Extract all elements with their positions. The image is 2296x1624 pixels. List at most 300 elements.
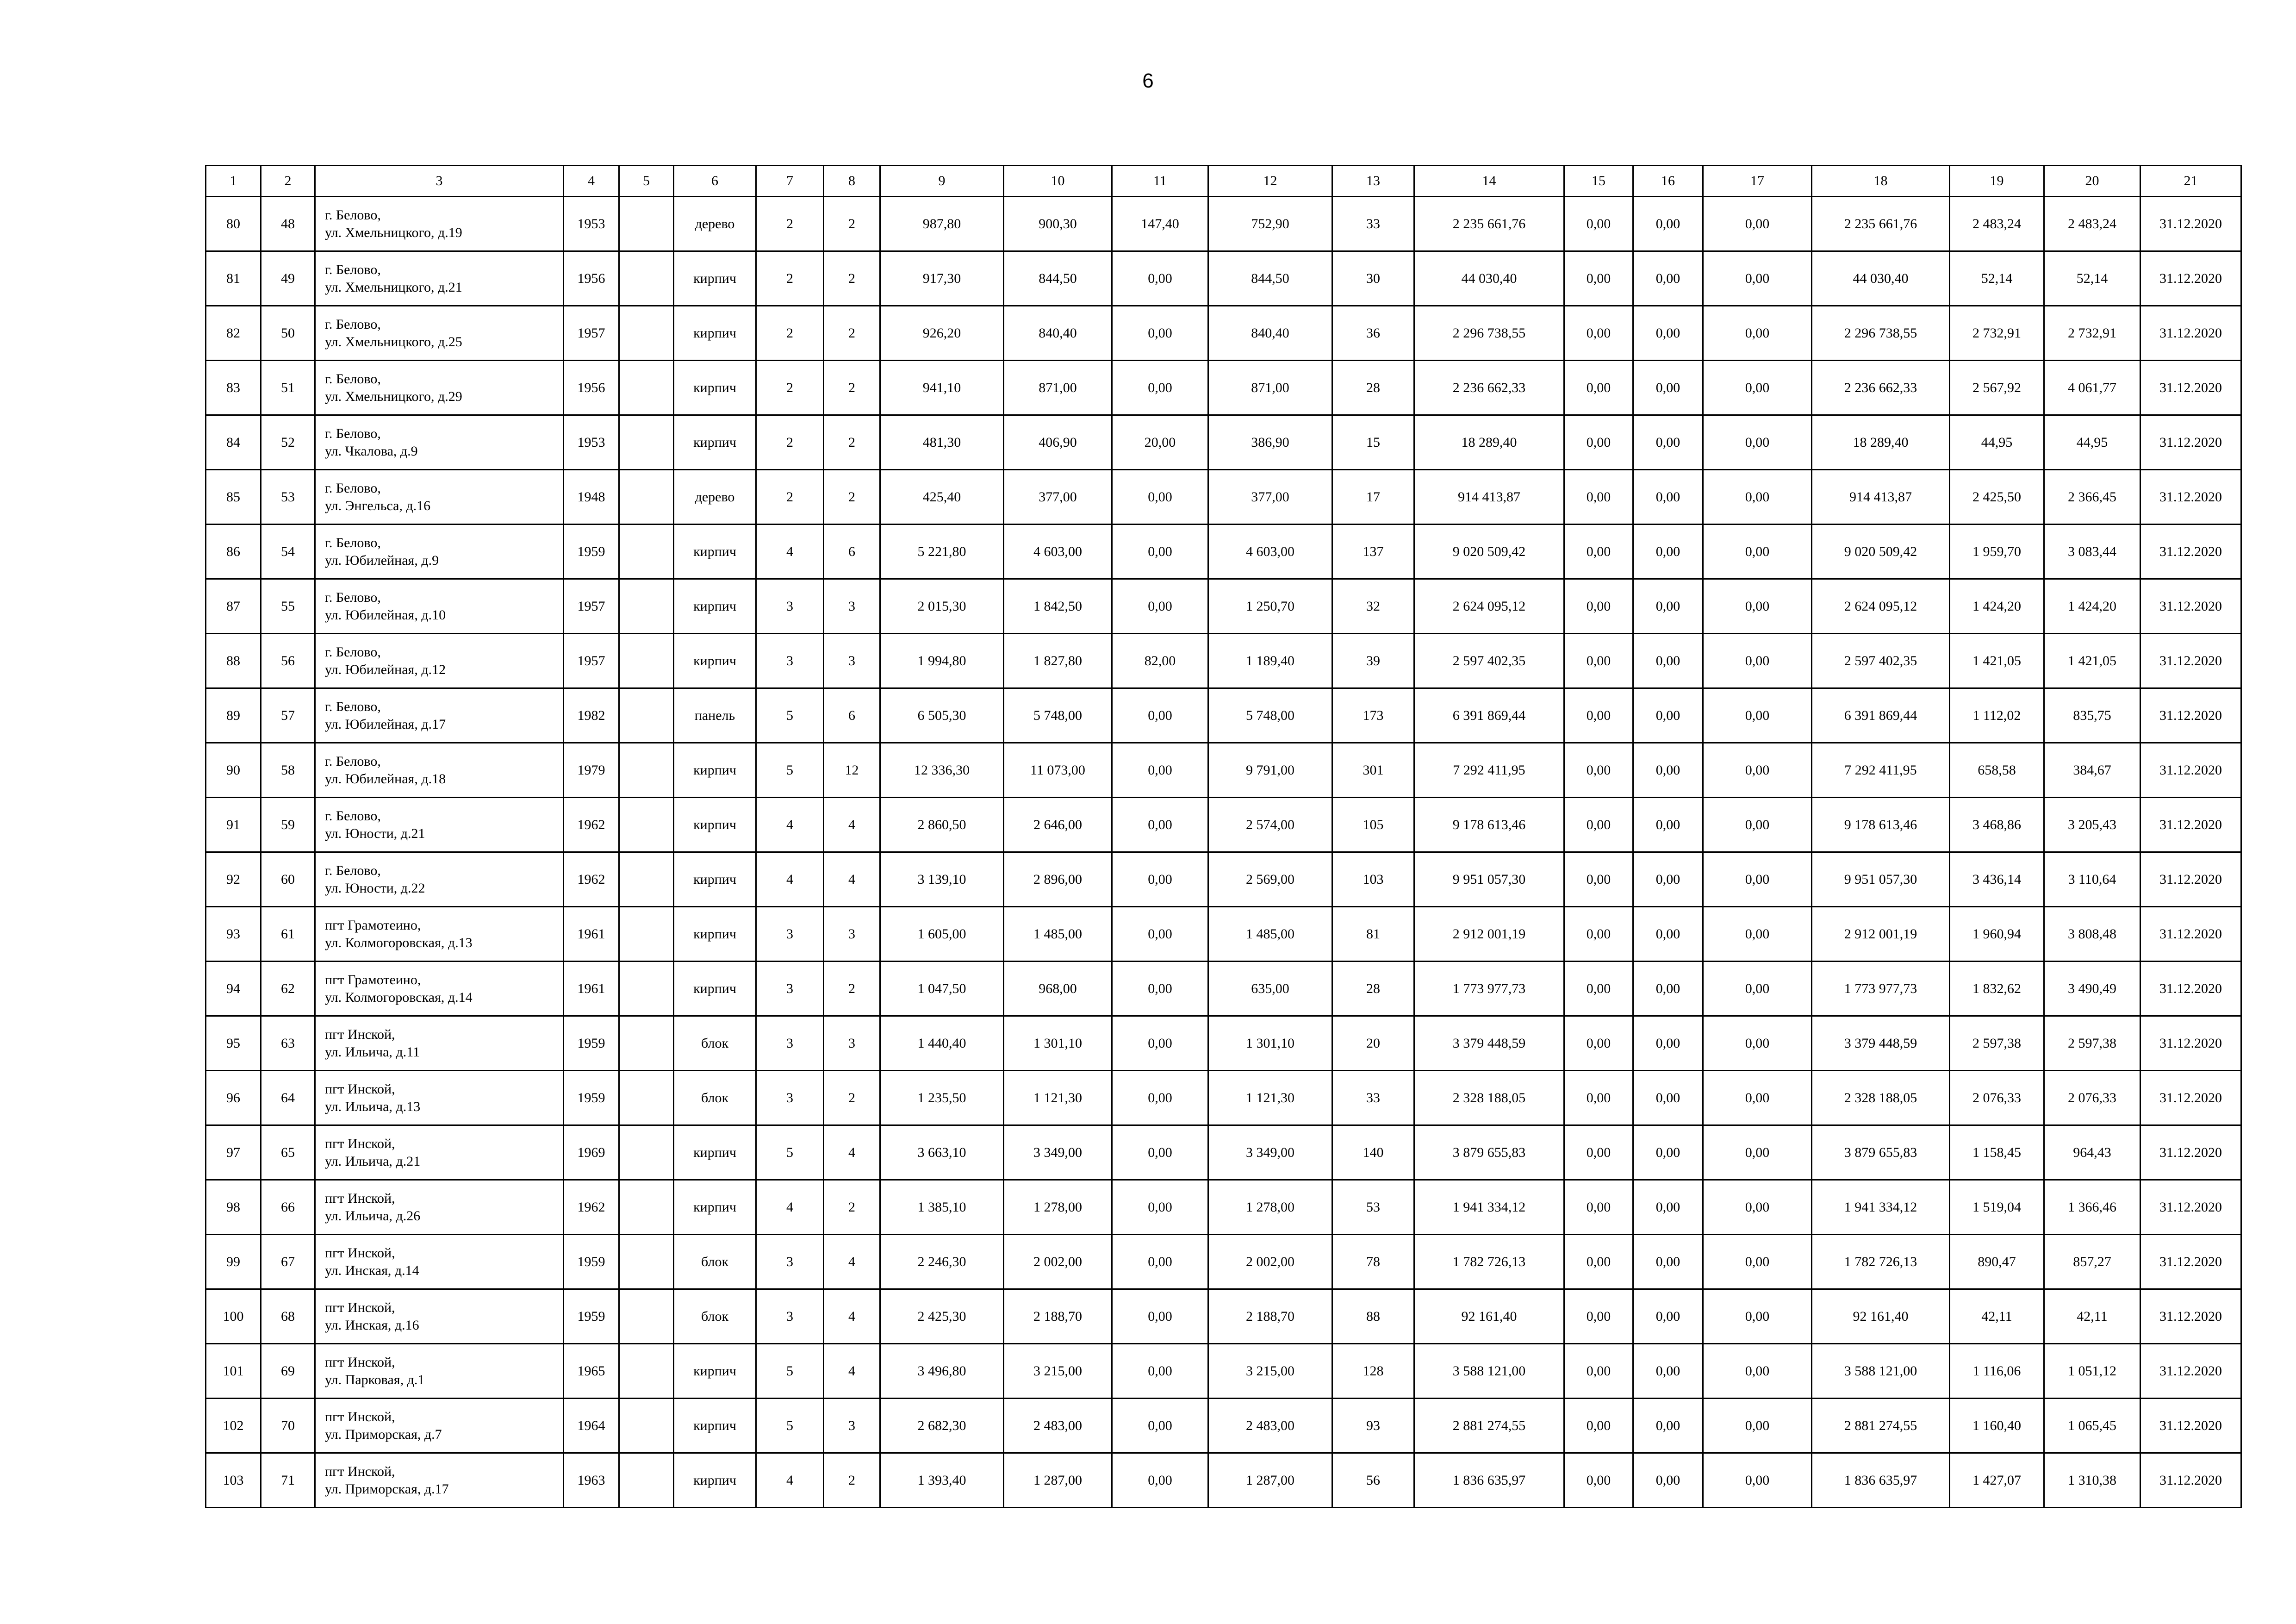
cell-c5 <box>619 361 674 415</box>
address-cell <box>315 1235 564 1289</box>
column-number-cell: 9 <box>880 166 1004 197</box>
cell-c19: 1 959,70 <box>1950 525 2044 579</box>
cell-c20: 835,75 <box>2044 688 2140 743</box>
table-row <box>206 1235 2241 1289</box>
cell-c9: 1 605,00 <box>880 907 1004 962</box>
cell-c11: 147,40 <box>1112 197 1208 251</box>
cell-year: 1965 <box>564 1344 619 1399</box>
cell-c13: 39 <box>1332 634 1414 688</box>
cell-c5 <box>619 743 674 798</box>
cell-c19: 2 732,91 <box>1950 306 2044 361</box>
table-row <box>206 197 2241 251</box>
cell-c12: 4 603,00 <box>1208 525 1332 579</box>
address-street: ул. Хмельницкого, д.25 <box>325 334 462 350</box>
cell-c15: 0,00 <box>1564 1071 1633 1125</box>
cell-c16: 0,00 <box>1633 743 1703 798</box>
cell-c21: 31.12.2020 <box>2140 1125 2241 1180</box>
cell-c20: 3 110,64 <box>2044 852 2140 907</box>
cell-c21: 31.12.2020 <box>2140 1235 2241 1289</box>
address-city: пгт Грамотеино, <box>325 972 421 987</box>
address-street: ул. Юбилейная, д.18 <box>325 771 446 787</box>
cell-c18: 2 597 402,35 <box>1812 634 1950 688</box>
cell-c9: 2 860,50 <box>880 798 1004 852</box>
cell-c19: 1 424,20 <box>1950 579 2044 634</box>
cell-c8: 2 <box>824 1180 880 1235</box>
cell-c19: 2 483,24 <box>1950 197 2044 251</box>
cell-c19: 2 425,50 <box>1950 470 2044 525</box>
cell-n2: 55 <box>261 579 315 634</box>
cell-c20: 3 205,43 <box>2044 798 2140 852</box>
cell-c14: 9 178 613,46 <box>1414 798 1564 852</box>
cell-c20: 1 421,05 <box>2044 634 2140 688</box>
cell-c20: 1 051,12 <box>2044 1344 2140 1399</box>
column-number-cell: 7 <box>756 166 824 197</box>
cell-c11: 0,00 <box>1112 1071 1208 1125</box>
cell-material: кирпич <box>674 525 756 579</box>
cell-c5 <box>619 1344 674 1399</box>
cell-c10: 871,00 <box>1004 361 1112 415</box>
cell-c10: 1 827,80 <box>1004 634 1112 688</box>
cell-c15: 0,00 <box>1564 306 1633 361</box>
table-row <box>206 798 2241 852</box>
cell-c14: 44 030,40 <box>1414 251 1564 306</box>
cell-c11: 0,00 <box>1112 1125 1208 1180</box>
cell-c18: 1 836 635,97 <box>1812 1453 1950 1508</box>
cell-c17: 0,00 <box>1703 415 1812 470</box>
cell-c7: 4 <box>756 852 824 907</box>
cell-c13: 56 <box>1332 1453 1414 1508</box>
address-street: ул. Хмельницкого, д.19 <box>325 225 462 240</box>
cell-n2: 70 <box>261 1399 315 1453</box>
cell-c8: 2 <box>824 962 880 1016</box>
address-cell <box>315 688 564 743</box>
cell-c11: 0,00 <box>1112 1453 1208 1508</box>
column-number-cell: 18 <box>1812 166 1950 197</box>
cell-n2: 61 <box>261 907 315 962</box>
cell-n2: 71 <box>261 1453 315 1508</box>
address-city: пгт Инской, <box>325 1354 395 1370</box>
cell-c20: 3 808,48 <box>2044 907 2140 962</box>
table-row <box>206 907 2241 962</box>
cell-c8: 2 <box>824 415 880 470</box>
cell-n: 92 <box>206 852 261 907</box>
cell-material: кирпич <box>674 743 756 798</box>
cell-c21: 31.12.2020 <box>2140 361 2241 415</box>
cell-c17: 0,00 <box>1703 1016 1812 1071</box>
cell-c11: 0,00 <box>1112 852 1208 907</box>
column-number-cell: 19 <box>1950 166 2044 197</box>
cell-c15: 0,00 <box>1564 1235 1633 1289</box>
cell-c15: 0,00 <box>1564 798 1633 852</box>
cell-c13: 28 <box>1332 361 1414 415</box>
address-street: ул. Юбилейная, д.17 <box>325 716 446 732</box>
cell-c12: 1 278,00 <box>1208 1180 1332 1235</box>
cell-c5 <box>619 306 674 361</box>
cell-c20: 964,43 <box>2044 1125 2140 1180</box>
cell-c10: 1 287,00 <box>1004 1453 1112 1508</box>
address-city: пгт Инской, <box>325 1190 395 1206</box>
cell-c16: 0,00 <box>1633 1235 1703 1289</box>
cell-c18: 92 161,40 <box>1812 1289 1950 1344</box>
cell-c8: 3 <box>824 579 880 634</box>
cell-c9: 481,30 <box>880 415 1004 470</box>
cell-c19: 2 076,33 <box>1950 1071 2044 1125</box>
column-number-cell: 21 <box>2140 166 2241 197</box>
cell-c14: 92 161,40 <box>1414 1289 1564 1344</box>
cell-material: кирпич <box>674 634 756 688</box>
cell-c16: 0,00 <box>1633 251 1703 306</box>
cell-n: 86 <box>206 525 261 579</box>
cell-year: 1962 <box>564 798 619 852</box>
cell-c9: 2 425,30 <box>880 1289 1004 1344</box>
address-city: г. Белово, <box>325 425 381 441</box>
table-row <box>206 361 2241 415</box>
cell-c13: 78 <box>1332 1235 1414 1289</box>
cell-c7: 4 <box>756 1453 824 1508</box>
cell-c12: 844,50 <box>1208 251 1332 306</box>
cell-c17: 0,00 <box>1703 798 1812 852</box>
cell-c5 <box>619 1399 674 1453</box>
address-city: г. Белово, <box>325 535 381 550</box>
column-number-cell: 8 <box>824 166 880 197</box>
cell-n: 96 <box>206 1071 261 1125</box>
cell-c14: 2 912 001,19 <box>1414 907 1564 962</box>
cell-c15: 0,00 <box>1564 907 1633 962</box>
cell-n2: 50 <box>261 306 315 361</box>
cell-c11: 0,00 <box>1112 688 1208 743</box>
cell-c5 <box>619 852 674 907</box>
cell-c10: 3 349,00 <box>1004 1125 1112 1180</box>
address-cell <box>315 907 564 962</box>
cell-c8: 3 <box>824 634 880 688</box>
cell-material: кирпич <box>674 306 756 361</box>
table-row <box>206 743 2241 798</box>
cell-c14: 3 379 448,59 <box>1414 1016 1564 1071</box>
address-city: г. Белово, <box>325 644 381 660</box>
cell-c18: 1 941 334,12 <box>1812 1180 1950 1235</box>
cell-c17: 0,00 <box>1703 1071 1812 1125</box>
cell-c7: 5 <box>756 688 824 743</box>
cell-c20: 1 065,45 <box>2044 1399 2140 1453</box>
column-number-cell: 11 <box>1112 166 1208 197</box>
cell-c9: 12 336,30 <box>880 743 1004 798</box>
cell-year: 1957 <box>564 306 619 361</box>
cell-c7: 2 <box>756 197 824 251</box>
cell-c21: 31.12.2020 <box>2140 197 2241 251</box>
cell-c20: 2 483,24 <box>2044 197 2140 251</box>
address-street: ул. Колмогоровская, д.14 <box>325 989 473 1005</box>
cell-c18: 2 296 738,55 <box>1812 306 1950 361</box>
cell-c7: 4 <box>756 798 824 852</box>
column-number-cell: 10 <box>1004 166 1112 197</box>
address-city: г. Белово, <box>325 753 381 769</box>
table-row <box>206 415 2241 470</box>
cell-year: 1982 <box>564 688 619 743</box>
cell-c15: 0,00 <box>1564 361 1633 415</box>
cell-c5 <box>619 1071 674 1125</box>
cell-n2: 52 <box>261 415 315 470</box>
column-number-cell: 13 <box>1332 166 1414 197</box>
cell-material: кирпич <box>674 1344 756 1399</box>
cell-c7: 2 <box>756 306 824 361</box>
cell-c12: 1 287,00 <box>1208 1453 1332 1508</box>
cell-c8: 2 <box>824 361 880 415</box>
cell-c15: 0,00 <box>1564 634 1633 688</box>
address-street: ул. Парковая, д.1 <box>325 1372 425 1387</box>
address-street: ул. Приморская, д.7 <box>325 1426 442 1442</box>
cell-c18: 914 413,87 <box>1812 470 1950 525</box>
page-number: 6 <box>1142 69 1154 92</box>
cell-c16: 0,00 <box>1633 907 1703 962</box>
cell-c15: 0,00 <box>1564 1125 1633 1180</box>
cell-material: кирпич <box>674 962 756 1016</box>
cell-c15: 0,00 <box>1564 688 1633 743</box>
table-row <box>206 251 2241 306</box>
table-row <box>206 962 2241 1016</box>
cell-c5 <box>619 1125 674 1180</box>
address-street: ул. Чкалова, д.9 <box>325 443 418 459</box>
cell-c17: 0,00 <box>1703 470 1812 525</box>
cell-c19: 1 116,06 <box>1950 1344 2044 1399</box>
address-street: ул. Приморская, д.17 <box>325 1481 449 1497</box>
cell-n: 80 <box>206 197 261 251</box>
cell-c17: 0,00 <box>1703 579 1812 634</box>
cell-n: 103 <box>206 1453 261 1508</box>
cell-c7: 3 <box>756 579 824 634</box>
cell-c5 <box>619 251 674 306</box>
cell-c14: 3 879 655,83 <box>1414 1125 1564 1180</box>
cell-c9: 6 505,30 <box>880 688 1004 743</box>
cell-n2: 57 <box>261 688 315 743</box>
cell-year: 1964 <box>564 1399 619 1453</box>
cell-c21: 31.12.2020 <box>2140 1289 2241 1344</box>
address-cell <box>315 1016 564 1071</box>
cell-c16: 0,00 <box>1633 1289 1703 1344</box>
cell-c20: 4 061,77 <box>2044 361 2140 415</box>
cell-c17: 0,00 <box>1703 688 1812 743</box>
address-cell <box>315 1399 564 1453</box>
cell-c9: 2 682,30 <box>880 1399 1004 1453</box>
cell-c5 <box>619 1180 674 1235</box>
cell-c13: 105 <box>1332 798 1414 852</box>
column-number-cell: 4 <box>564 166 619 197</box>
cell-n: 83 <box>206 361 261 415</box>
cell-c13: 128 <box>1332 1344 1414 1399</box>
cell-c18: 2 235 661,76 <box>1812 197 1950 251</box>
cell-c10: 2 002,00 <box>1004 1235 1112 1289</box>
cell-n: 82 <box>206 306 261 361</box>
address-city: г. Белово, <box>325 480 381 496</box>
cell-n: 93 <box>206 907 261 962</box>
cell-c10: 2 188,70 <box>1004 1289 1112 1344</box>
cell-c8: 6 <box>824 688 880 743</box>
cell-c14: 9 020 509,42 <box>1414 525 1564 579</box>
cell-c10: 377,00 <box>1004 470 1112 525</box>
address-city: пгт Инской, <box>325 1081 395 1097</box>
address-cell <box>315 415 564 470</box>
cell-c7: 3 <box>756 907 824 962</box>
cell-n2: 65 <box>261 1125 315 1180</box>
cell-c10: 844,50 <box>1004 251 1112 306</box>
cell-c7: 2 <box>756 361 824 415</box>
cell-n: 95 <box>206 1016 261 1071</box>
cell-c10: 5 748,00 <box>1004 688 1112 743</box>
cell-c13: 33 <box>1332 197 1414 251</box>
cell-c11: 0,00 <box>1112 1399 1208 1453</box>
cell-c21: 31.12.2020 <box>2140 852 2241 907</box>
cell-c18: 2 881 274,55 <box>1812 1399 1950 1453</box>
address-street: ул. Ильича, д.11 <box>325 1044 420 1060</box>
cell-c16: 0,00 <box>1633 1125 1703 1180</box>
cell-c8: 2 <box>824 251 880 306</box>
address-cell <box>315 962 564 1016</box>
cell-material: дерево <box>674 197 756 251</box>
cell-n2: 48 <box>261 197 315 251</box>
cell-c19: 2 567,92 <box>1950 361 2044 415</box>
cell-c19: 44,95 <box>1950 415 2044 470</box>
cell-c9: 3 139,10 <box>880 852 1004 907</box>
cell-c12: 2 002,00 <box>1208 1235 1332 1289</box>
cell-c11: 0,00 <box>1112 470 1208 525</box>
cell-c14: 914 413,87 <box>1414 470 1564 525</box>
address-street: ул. Юбилейная, д.12 <box>325 662 446 677</box>
cell-c5 <box>619 1453 674 1508</box>
cell-material: блок <box>674 1289 756 1344</box>
cell-c9: 3 663,10 <box>880 1125 1004 1180</box>
cell-c15: 0,00 <box>1564 525 1633 579</box>
cell-c19: 1 160,40 <box>1950 1399 2044 1453</box>
cell-c10: 1 301,10 <box>1004 1016 1112 1071</box>
cell-c21: 31.12.2020 <box>2140 415 2241 470</box>
cell-c9: 1 393,40 <box>880 1453 1004 1508</box>
cell-c15: 0,00 <box>1564 579 1633 634</box>
cell-n: 85 <box>206 470 261 525</box>
cell-c10: 1 842,50 <box>1004 579 1112 634</box>
cell-c11: 0,00 <box>1112 1344 1208 1399</box>
cell-c20: 2 076,33 <box>2044 1071 2140 1125</box>
cell-c11: 0,00 <box>1112 1016 1208 1071</box>
cell-n: 90 <box>206 743 261 798</box>
cell-c21: 31.12.2020 <box>2140 1344 2241 1399</box>
cell-n2: 49 <box>261 251 315 306</box>
cell-c8: 3 <box>824 1399 880 1453</box>
column-number-cell: 12 <box>1208 166 1332 197</box>
cell-c17: 0,00 <box>1703 251 1812 306</box>
cell-c17: 0,00 <box>1703 1289 1812 1344</box>
cell-c18: 3 879 655,83 <box>1812 1125 1950 1180</box>
cell-n2: 69 <box>261 1344 315 1399</box>
cell-c21: 31.12.2020 <box>2140 1071 2241 1125</box>
cell-c14: 3 588 121,00 <box>1414 1344 1564 1399</box>
cell-c7: 2 <box>756 415 824 470</box>
cell-n: 88 <box>206 634 261 688</box>
cell-c19: 1 421,05 <box>1950 634 2044 688</box>
address-cell <box>315 251 564 306</box>
cell-c18: 1 773 977,73 <box>1812 962 1950 1016</box>
cell-c10: 2 896,00 <box>1004 852 1112 907</box>
cell-c12: 3 349,00 <box>1208 1125 1332 1180</box>
cell-c10: 1 121,30 <box>1004 1071 1112 1125</box>
cell-c8: 4 <box>824 1235 880 1289</box>
cell-c14: 1 782 726,13 <box>1414 1235 1564 1289</box>
cell-n2: 56 <box>261 634 315 688</box>
column-number-cell: 17 <box>1703 166 1812 197</box>
cell-n: 99 <box>206 1235 261 1289</box>
cell-c17: 0,00 <box>1703 634 1812 688</box>
address-cell <box>315 579 564 634</box>
cell-c12: 2 483,00 <box>1208 1399 1332 1453</box>
cell-c12: 377,00 <box>1208 470 1332 525</box>
cell-c11: 0,00 <box>1112 579 1208 634</box>
cell-material: кирпич <box>674 579 756 634</box>
cell-c8: 3 <box>824 1016 880 1071</box>
cell-c19: 52,14 <box>1950 251 2044 306</box>
cell-c17: 0,00 <box>1703 1453 1812 1508</box>
cell-c17: 0,00 <box>1703 361 1812 415</box>
cell-c14: 2 881 274,55 <box>1414 1399 1564 1453</box>
cell-c21: 31.12.2020 <box>2140 962 2241 1016</box>
cell-c8: 2 <box>824 1453 880 1508</box>
cell-n2: 54 <box>261 525 315 579</box>
cell-material: кирпич <box>674 251 756 306</box>
cell-c9: 926,20 <box>880 306 1004 361</box>
cell-c21: 31.12.2020 <box>2140 1399 2241 1453</box>
address-cell <box>315 525 564 579</box>
cell-c17: 0,00 <box>1703 852 1812 907</box>
cell-year: 1953 <box>564 415 619 470</box>
cell-c14: 2 328 188,05 <box>1414 1071 1564 1125</box>
cell-c14: 18 289,40 <box>1414 415 1564 470</box>
cell-c7: 5 <box>756 1344 824 1399</box>
cell-c11: 0,00 <box>1112 798 1208 852</box>
cell-c5 <box>619 470 674 525</box>
address-city: г. Белово, <box>325 589 381 605</box>
cell-c13: 88 <box>1332 1289 1414 1344</box>
cell-material: кирпич <box>674 798 756 852</box>
cell-c20: 1 310,38 <box>2044 1453 2140 1508</box>
cell-material: кирпич <box>674 907 756 962</box>
address-street: ул. Юбилейная, д.10 <box>325 607 446 623</box>
cell-c20: 52,14 <box>2044 251 2140 306</box>
cell-n2: 60 <box>261 852 315 907</box>
cell-c5 <box>619 634 674 688</box>
address-cell <box>315 197 564 251</box>
cell-c17: 0,00 <box>1703 306 1812 361</box>
cell-c7: 2 <box>756 470 824 525</box>
cell-c9: 1 235,50 <box>880 1071 1004 1125</box>
cell-year: 1959 <box>564 1289 619 1344</box>
column-number-cell: 6 <box>674 166 756 197</box>
cell-c18: 2 624 095,12 <box>1812 579 1950 634</box>
cell-year: 1957 <box>564 634 619 688</box>
column-number-cell: 14 <box>1414 166 1564 197</box>
cell-c21: 31.12.2020 <box>2140 634 2241 688</box>
address-cell <box>315 361 564 415</box>
cell-c15: 0,00 <box>1564 1016 1633 1071</box>
cell-c7: 3 <box>756 1016 824 1071</box>
table-row <box>206 1180 2241 1235</box>
cell-c16: 0,00 <box>1633 852 1703 907</box>
cell-c13: 28 <box>1332 962 1414 1016</box>
cell-c12: 840,40 <box>1208 306 1332 361</box>
cell-c10: 968,00 <box>1004 962 1112 1016</box>
cell-c21: 31.12.2020 <box>2140 525 2241 579</box>
cell-c12: 5 748,00 <box>1208 688 1332 743</box>
cell-year: 1959 <box>564 525 619 579</box>
cell-c5 <box>619 907 674 962</box>
cell-c17: 0,00 <box>1703 1344 1812 1399</box>
cell-material: кирпич <box>674 361 756 415</box>
